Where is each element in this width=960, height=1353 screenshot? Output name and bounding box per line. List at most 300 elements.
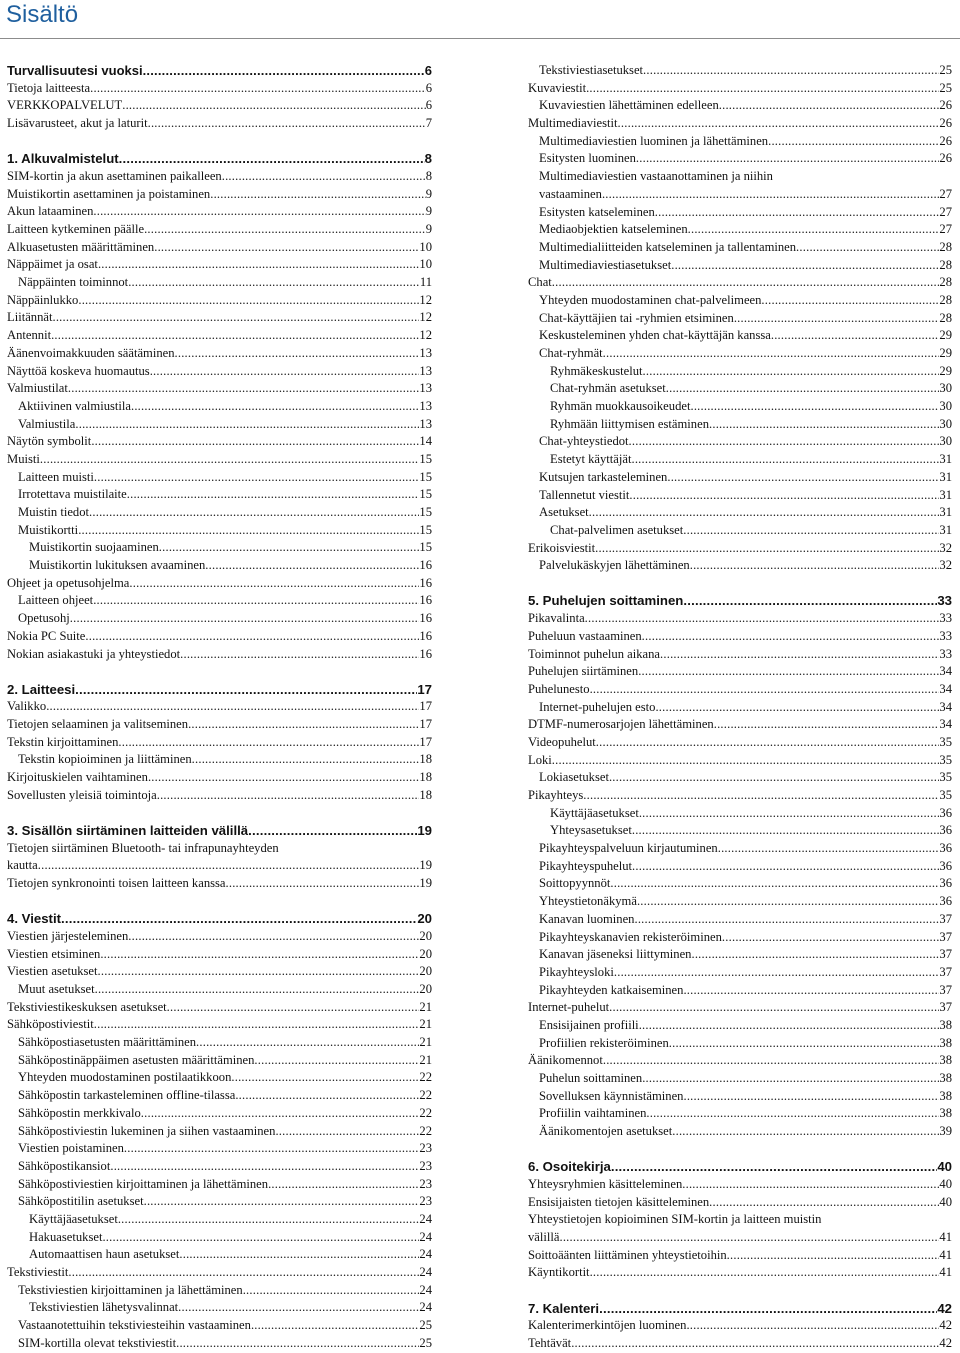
toc-leader-dots — [683, 1088, 939, 1106]
toc-entry[interactable] — [528, 522, 952, 540]
toc-entry[interactable] — [528, 911, 952, 929]
toc-page-number: 21 — [419, 1035, 432, 1050]
toc-entry[interactable] — [528, 734, 952, 752]
toc-chapter-entry[interactable] — [7, 681, 432, 699]
toc-entry-title: Sähköpostiviestien kirjoittaminen ja lähettäminen — [18, 1176, 269, 1191]
toc-entry-title: Vastaanotettuihin tekstiviesteihin vastaaminen — [18, 1318, 251, 1333]
toc-entry[interactable] — [7, 1246, 432, 1264]
toc-entry-title: Pikayhteysloki — [539, 964, 614, 979]
toc-entry[interactable] — [528, 1105, 952, 1123]
toc-page-number: 25 — [419, 1335, 432, 1350]
toc-leader-dots — [93, 203, 425, 221]
toc-page-number: 6 — [424, 63, 432, 78]
toc-entry-title: Viestien asetukset — [7, 964, 98, 979]
toc-entry[interactable] — [7, 734, 432, 752]
toc-entry[interactable] — [528, 1247, 952, 1265]
toc-leader-dots — [222, 168, 426, 186]
toc-entry[interactable] — [7, 1069, 432, 1087]
toc-page-number: 38 — [939, 1106, 952, 1121]
toc-leader-dots — [157, 787, 420, 805]
toc-leader-dots — [192, 751, 420, 769]
toc-entry-title: SIM-kortilla olevat tekstiviestit — [18, 1335, 177, 1350]
toc-entry-title: Muistikortti — [18, 522, 79, 537]
toc-entry[interactable] — [528, 398, 952, 416]
toc-page-number: 27 — [939, 186, 952, 201]
toc-entry[interactable] — [528, 310, 952, 328]
toc-entry-title: Tekstiviestien kirjoittaminen ja lähettäminen — [18, 1282, 243, 1297]
toc-entry[interactable] — [528, 133, 952, 151]
toc-page-number: 39 — [939, 1124, 952, 1139]
toc-entry[interactable] — [528, 345, 952, 363]
toc-entry-title: vastaaminen — [539, 186, 602, 201]
toc-entry[interactable] — [7, 221, 432, 239]
toc-entry-title: Valmiustilat — [7, 381, 68, 396]
toc-page-number: 31 — [939, 522, 952, 537]
toc-entry-title: Chat-ryhmät — [539, 346, 603, 360]
toc-entry[interactable] — [7, 963, 432, 981]
toc-entry[interactable] — [528, 716, 952, 734]
toc-leader-dots — [603, 345, 940, 363]
toc-entry-title: Muistikortin asettaminen ja poistaminen — [7, 186, 211, 201]
toc-entry[interactable] — [528, 1229, 952, 1247]
toc-page-number: 15 — [419, 522, 432, 537]
toc-leader-dots — [632, 858, 939, 876]
toc-entry-title: Sähköpostitilin asetukset — [18, 1194, 144, 1209]
toc-entry[interactable] — [528, 1123, 952, 1141]
toc-leader-dots — [666, 380, 940, 398]
toc-leader-dots — [667, 469, 939, 487]
toc-entry[interactable] — [7, 1105, 432, 1123]
toc-entry[interactable] — [7, 646, 432, 664]
toc-page-number: 27 — [939, 222, 952, 237]
toc-entry[interactable] — [528, 1317, 952, 1335]
toc-entry[interactable] — [528, 646, 952, 664]
toc-entry[interactable] — [528, 663, 952, 681]
toc-entry-title: Profiilin vaihtaminen — [539, 1106, 647, 1121]
toc-leader-dots — [148, 115, 426, 133]
toc-entry[interactable] — [7, 787, 432, 805]
toc-entry[interactable] — [528, 858, 952, 876]
toc-entry[interactable] — [7, 999, 432, 1017]
toc-entry[interactable] — [528, 769, 952, 787]
toc-leader-dots — [141, 1105, 420, 1123]
toc-entry[interactable] — [7, 751, 432, 769]
toc-leader-dots — [683, 522, 939, 540]
toc-leader-dots — [734, 310, 940, 328]
toc-leader-dots — [571, 1335, 939, 1353]
toc-leader-dots — [599, 1300, 937, 1318]
toc-entry[interactable] — [528, 964, 952, 982]
toc-entry[interactable] — [528, 416, 952, 434]
toc-leader-dots — [75, 681, 417, 699]
toc-entry[interactable] — [7, 840, 432, 858]
toc-entry[interactable] — [7, 398, 432, 416]
toc-page-number: 10 — [419, 257, 432, 272]
toc-entry[interactable] — [7, 628, 432, 646]
toc-page-number: 28 — [939, 275, 952, 290]
toc-entry[interactable] — [528, 840, 952, 858]
toc-entry[interactable] — [528, 752, 952, 770]
toc-entry[interactable] — [528, 822, 952, 840]
toc-entry[interactable] — [528, 186, 952, 204]
toc-page-number: 28 — [939, 292, 952, 307]
toc-entry[interactable] — [528, 97, 952, 115]
toc-entry[interactable] — [528, 257, 952, 275]
toc-entry[interactable] — [7, 1211, 432, 1229]
toc-entry-title: Liitännät — [7, 310, 53, 325]
toc-page-number: 21 — [419, 999, 432, 1014]
toc-leader-dots — [124, 1140, 419, 1158]
toc-leader-dots — [614, 964, 940, 982]
toc-entry[interactable] — [528, 1211, 952, 1229]
toc-entry[interactable] — [7, 1016, 432, 1034]
toc-leader-dots — [52, 309, 419, 327]
toc-entry[interactable] — [528, 628, 952, 646]
toc-page-number: 19 — [419, 858, 432, 873]
toc-page-number: 36 — [939, 823, 952, 838]
toc-entry[interactable] — [528, 982, 952, 1000]
toc-leader-dots — [110, 1158, 419, 1176]
toc-entry-title: Muistikortin lukituksen avaaminen — [29, 558, 206, 573]
toc-entry[interactable] — [528, 610, 952, 628]
toc-leader-dots — [590, 681, 940, 699]
toc-leader-dots — [68, 1264, 419, 1282]
toc-entry-title: Tekstiviestit — [7, 1265, 69, 1279]
toc-leader-dots — [235, 1087, 419, 1105]
toc-entry[interactable] — [7, 292, 432, 310]
toc-page-number: 34 — [939, 699, 952, 714]
toc-leader-dots — [768, 133, 939, 151]
toc-leader-dots — [90, 80, 426, 98]
toc-page-number: 30 — [939, 434, 952, 449]
toc-entry[interactable] — [7, 80, 432, 98]
toc-entry[interactable] — [7, 575, 432, 593]
toc-page-number: 41 — [939, 1230, 952, 1244]
toc-leader-dots — [154, 239, 419, 257]
toc-leader-dots — [559, 1229, 939, 1247]
toc-entry[interactable] — [528, 1194, 952, 1212]
toc-entry[interactable] — [7, 115, 432, 133]
toc-entry-title: Laitteen ohjeet — [18, 593, 94, 608]
toc-entry[interactable] — [7, 1087, 432, 1105]
toc-entry[interactable] — [528, 221, 952, 239]
toc-page-number: 28 — [939, 239, 952, 254]
toc-entry[interactable] — [528, 1035, 952, 1053]
toc-page-number: 32 — [939, 540, 952, 555]
toc-chapter-entry[interactable] — [528, 1158, 952, 1176]
toc-leader-dots — [95, 981, 420, 999]
toc-page-number: 15 — [419, 505, 432, 519]
toc-entry[interactable] — [7, 309, 432, 327]
toc-entry-title: Puhelujen siirtäminen — [528, 664, 639, 679]
toc-entry[interactable] — [7, 168, 432, 186]
toc-entry[interactable] — [528, 1017, 952, 1035]
toc-entry[interactable] — [7, 557, 432, 575]
toc-entry-title: Sovelluksen käynnistäminen — [539, 1088, 684, 1103]
toc-entry-title: Palvelukäskyjen lähettäminen — [539, 558, 690, 573]
toc-page-number: 26 — [939, 116, 952, 131]
toc-entry[interactable] — [7, 1317, 432, 1335]
toc-entry[interactable] — [7, 1193, 432, 1211]
toc-page-number: 28 — [939, 310, 952, 325]
toc-entry[interactable] — [7, 610, 432, 628]
toc-leader-dots — [761, 292, 939, 310]
toc-entry-title: Aktiivinen valmiustila — [18, 398, 131, 413]
toc-entry[interactable] — [7, 875, 432, 893]
toc-page-number: 31 — [939, 487, 952, 502]
toc-entry[interactable] — [528, 469, 952, 487]
toc-entry-title: Tekstin kirjoittaminen — [7, 734, 119, 749]
toc-entry-title: DTMF-numerosarjojen lähettäminen — [528, 717, 714, 732]
toc-page-number: 41 — [939, 1265, 952, 1280]
toc-entry[interactable] — [7, 451, 432, 469]
toc-leader-dots — [98, 256, 419, 274]
toc-entry-title: Loki — [528, 752, 552, 767]
toc-entry-title: Sovellusten yleisiä toimintoja — [7, 787, 157, 802]
toc-entry[interactable] — [7, 592, 432, 610]
toc-leader-dots — [595, 540, 939, 558]
toc-chapter-entry[interactable] — [7, 62, 432, 80]
toc-leader-dots — [178, 1299, 419, 1317]
toc-entry[interactable] — [528, 540, 952, 558]
toc-entry[interactable] — [7, 1264, 432, 1282]
toc-entry[interactable] — [528, 80, 952, 98]
toc-entry[interactable] — [7, 327, 432, 345]
toc-entry[interactable] — [528, 946, 952, 964]
toc-entry[interactable] — [528, 504, 952, 522]
toc-entry[interactable] — [7, 1229, 432, 1247]
toc-leader-dots — [709, 1194, 939, 1212]
toc-entry[interactable] — [7, 1034, 432, 1052]
toc-entry[interactable] — [528, 433, 952, 451]
toc-entry[interactable] — [7, 239, 432, 257]
toc-entry-title: Keskusteleminen yhden chat-käyttäjän kanssa — [539, 328, 771, 343]
toc-entry[interactable] — [528, 274, 952, 292]
toc-page-number: 16 — [419, 575, 432, 590]
toc-entry[interactable] — [7, 981, 432, 999]
toc-entry-title: 7. Kalenteri — [528, 1300, 600, 1316]
toc-page-number: 8 — [425, 168, 432, 183]
toc-page-number: 35 — [939, 770, 952, 785]
toc-entry[interactable] — [7, 539, 432, 557]
toc-leader-dots — [100, 946, 419, 964]
toc-entry[interactable] — [528, 699, 952, 717]
toc-entry-title: Puhelunesto — [528, 681, 590, 696]
toc-entry[interactable] — [528, 929, 952, 947]
toc-entry[interactable] — [528, 239, 952, 257]
toc-entry[interactable] — [7, 345, 432, 363]
toc-page-number: 15 — [419, 540, 432, 555]
toc-leader-dots — [179, 1246, 419, 1264]
toc-entry[interactable] — [528, 999, 952, 1017]
toc-entry[interactable] — [528, 681, 952, 699]
toc-page-number: 25 — [939, 63, 952, 77]
toc-entry[interactable] — [7, 97, 432, 115]
toc-chapter-entry[interactable] — [7, 910, 432, 928]
toc-page-number: 18 — [419, 787, 432, 802]
toc-page-number: 29 — [939, 346, 952, 360]
toc-page-number: 37 — [939, 911, 952, 926]
toc-entry[interactable] — [528, 363, 952, 381]
toc-entry-title: Chat-käyttäjien tai -ryhmien etsiminen — [539, 310, 734, 325]
toc-leader-dots — [796, 239, 939, 257]
toc-chapter-entry[interactable] — [7, 150, 432, 168]
toc-entry-title: Esitysten luominen — [539, 151, 636, 166]
toc-entry[interactable] — [7, 698, 432, 716]
toc-leader-dots — [102, 1229, 419, 1247]
toc-entry-title: VERKKOPALVELUT — [7, 98, 123, 113]
toc-entry-title: Chat — [528, 275, 552, 290]
toc-entry[interactable] — [528, 1052, 952, 1070]
toc-entry[interactable] — [7, 1282, 432, 1300]
toc-entry[interactable] — [7, 363, 432, 381]
toc-entry-title: Sähköpostinäppäimen asetusten määrittäminen — [18, 1052, 255, 1067]
toc-entry[interactable] — [528, 557, 952, 575]
toc-entry-title: 5. Puhelujen soittaminen — [528, 593, 684, 609]
toc-page-number: 19 — [419, 876, 432, 891]
toc-leader-dots — [226, 875, 420, 893]
toc-leader-dots — [78, 522, 419, 540]
toc-left-column — [7, 62, 432, 1352]
toc-entry-title: Soittopyynnöt — [539, 876, 611, 891]
toc-entry[interactable] — [7, 522, 432, 540]
toc-entry-title: Internet-puhelujen esto — [539, 699, 656, 714]
toc-leader-dots — [196, 1034, 419, 1052]
toc-entry-title: kautta — [7, 858, 38, 873]
toc-entry-title: Kutsujen tarkasteleminen — [539, 469, 668, 484]
toc-entry[interactable] — [7, 203, 432, 221]
toc-entry[interactable] — [528, 1176, 952, 1194]
toc-entry-title: Tietoja laitteesta — [7, 80, 91, 95]
toc-entry[interactable] — [7, 186, 432, 204]
toc-entry[interactable] — [7, 433, 432, 451]
toc-entry-title: Äänikomennot — [528, 1053, 603, 1068]
toc-leader-dots — [690, 398, 939, 416]
toc-leader-dots — [683, 592, 937, 610]
toc-entry[interactable] — [7, 274, 432, 292]
toc-entry[interactable] — [528, 292, 952, 310]
toc-page-number: 21 — [419, 1017, 432, 1032]
toc-entry[interactable] — [7, 1299, 432, 1317]
toc-page-number: 26 — [939, 133, 952, 148]
toc-entry-title: Antennit — [7, 328, 52, 343]
toc-entry-title: Nokian asiakastuki ja yhteystiedot — [7, 646, 181, 661]
toc-entry-title: Pikayhteyden katkaiseminen — [539, 982, 684, 997]
toc-page-number: 33 — [939, 611, 952, 626]
toc-page-number: 13 — [419, 363, 432, 378]
toc-entry-title: Erikoisviestit — [528, 540, 596, 555]
toc-entry[interactable] — [528, 380, 952, 398]
toc-chapter-entry[interactable] — [7, 822, 432, 840]
toc-leader-dots — [642, 1070, 939, 1088]
toc-leader-dots — [205, 557, 419, 575]
toc-entry[interactable] — [7, 946, 432, 964]
toc-entry[interactable] — [528, 487, 952, 505]
toc-entry[interactable] — [528, 1070, 952, 1088]
toc-entry[interactable] — [528, 787, 952, 805]
toc-entry[interactable] — [528, 1088, 952, 1106]
toc-page-number: 34 — [939, 664, 952, 679]
toc-leader-dots — [94, 1016, 420, 1034]
toc-entry[interactable] — [528, 1264, 952, 1282]
toc-page-number: 37 — [939, 1000, 952, 1015]
toc-entry[interactable] — [7, 380, 432, 398]
toc-entry[interactable] — [7, 769, 432, 787]
toc-entry[interactable] — [528, 62, 952, 80]
toc-entry[interactable] — [528, 115, 952, 133]
toc-entry-title: Ensisijaisten tietojen käsitteleminen — [528, 1194, 710, 1209]
toc-entry[interactable] — [528, 451, 952, 469]
toc-chapter-entry[interactable] — [528, 1300, 952, 1318]
toc-entry[interactable] — [7, 1140, 432, 1158]
toc-page-number: 22 — [419, 1088, 432, 1103]
toc-page-number: 20 — [419, 964, 432, 979]
toc-page-number: 42 — [939, 1318, 952, 1333]
toc-leader-dots — [118, 734, 419, 752]
toc-entry[interactable] — [7, 1335, 432, 1353]
toc-entry-title: Lokiasetukset — [539, 770, 609, 785]
toc-entry[interactable] — [7, 1176, 432, 1194]
toc-entry[interactable] — [7, 716, 432, 734]
toc-leader-dots — [634, 911, 939, 929]
toc-entry-title: Irrotettava muistilaite — [18, 487, 127, 502]
toc-entry[interactable] — [7, 416, 432, 434]
toc-entry[interactable] — [7, 1158, 432, 1176]
toc-entry[interactable] — [528, 168, 952, 186]
toc-entry-title: Ryhmän muokkausoikeudet — [550, 399, 691, 414]
toc-page-number: 11 — [419, 275, 432, 290]
toc-entry[interactable] — [7, 1052, 432, 1070]
toc-entry-title: Internet-puhelut — [528, 1000, 610, 1015]
toc-leader-dots — [46, 698, 419, 716]
toc-entry[interactable] — [528, 805, 952, 823]
toc-entry[interactable] — [7, 1123, 432, 1141]
toc-entry-title: Multimedialiitteiden katseleminen ja tallentaminen — [539, 239, 797, 254]
toc-entry[interactable] — [7, 469, 432, 487]
toc-entry[interactable] — [7, 928, 432, 946]
toc-leader-dots — [718, 840, 940, 858]
toc-entry[interactable] — [7, 504, 432, 522]
toc-entry[interactable] — [7, 486, 432, 504]
toc-leader-dots — [727, 1247, 940, 1265]
toc-entry[interactable] — [528, 327, 952, 345]
toc-page-number: 36 — [939, 876, 952, 891]
toc-page-number: 21 — [419, 1052, 432, 1067]
toc-entry[interactable] — [7, 857, 432, 875]
toc-page-number: 33 — [939, 628, 952, 643]
toc-leader-dots — [688, 221, 940, 239]
toc-entry[interactable] — [528, 150, 952, 168]
toc-page-number: 35 — [939, 734, 952, 749]
toc-entry[interactable] — [7, 256, 432, 274]
toc-entry-title: Äänenvoimakkuuden säätäminen — [7, 345, 175, 360]
toc-leader-dots — [188, 716, 419, 734]
toc-entry[interactable] — [528, 204, 952, 222]
toc-entry[interactable] — [528, 893, 952, 911]
toc-page-number: 15 — [419, 469, 432, 484]
toc-chapter-entry[interactable] — [528, 592, 952, 610]
toc-page-number: 25 — [939, 80, 952, 95]
toc-entry[interactable] — [528, 875, 952, 893]
toc-entry-title: Tehtävät — [528, 1335, 572, 1350]
toc-entry[interactable] — [528, 1335, 952, 1353]
toc-leader-dots — [609, 999, 939, 1017]
toc-page-number: 13 — [419, 345, 432, 360]
toc-entry-title: Profiilien rekisteröiminen — [539, 1035, 669, 1050]
toc-page-number: 37 — [939, 947, 952, 962]
toc-entry-title: Muisti — [7, 451, 40, 466]
toc-page-number: 29 — [939, 328, 952, 343]
